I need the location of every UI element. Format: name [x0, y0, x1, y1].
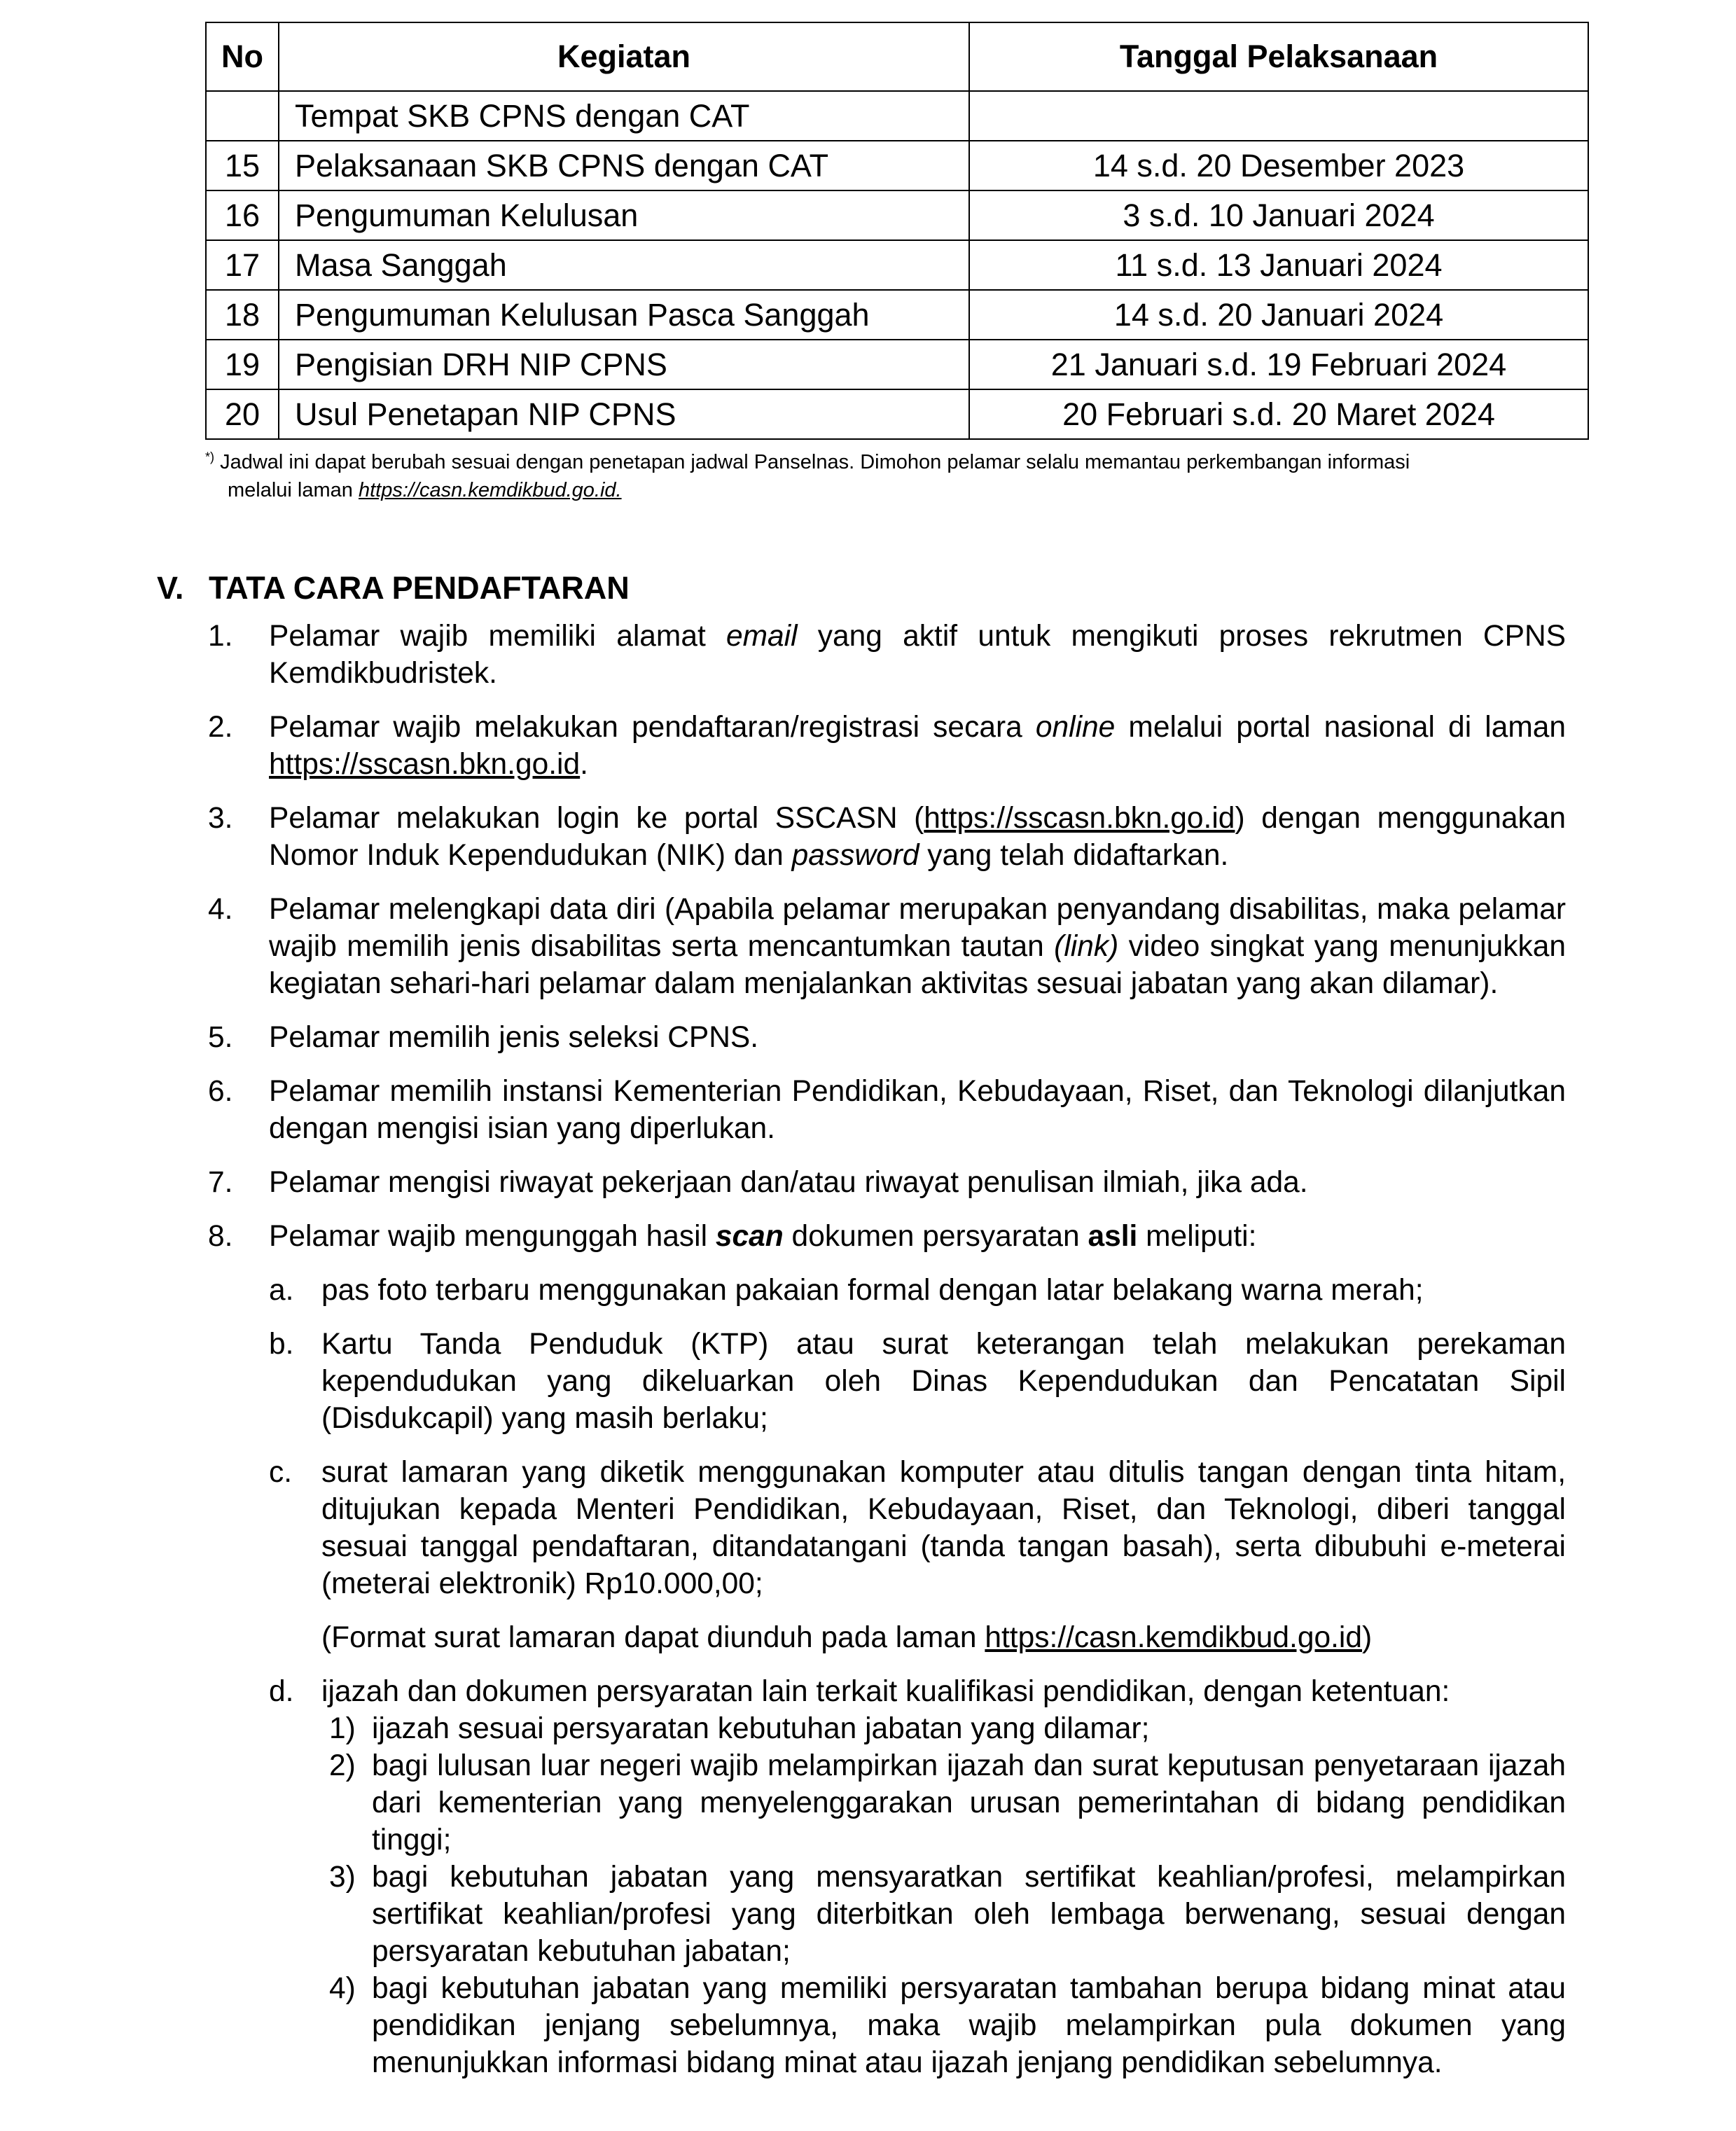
sub-item [0, 1326, 1736, 1437]
nested-item-text: bagi lulusan luar negeri wajib melampirkan ijazah dan surat keputusan penyetaraan ijazah dari kementerian yang menyelenggarakan urusan pemerintahan di bidang pendidikan tinggi; [372, 1749, 1566, 1856]
note-text: (Format surat lamaran dapat diunduh pada laman [321, 1621, 985, 1654]
item-text: Pelamar memilih jenis seleksi CPNS. [269, 1021, 759, 1054]
table-row [206, 190, 1588, 240]
row-no: 17 [206, 240, 279, 290]
sub-item-letter: b. [269, 1328, 294, 1361]
list-item [0, 1164, 1736, 1201]
table-row [206, 290, 1588, 340]
row-date: 14 s.d. 20 Desember 2023 [969, 141, 1588, 190]
row-no: 15 [206, 141, 279, 190]
item-text: Pelamar melengkapi data diri (Apabila pelamar merupakan penyandang disabilitas, maka pelamar wajib memilih jenis disabilitas serta mencantumkan tautan [269, 893, 1566, 963]
sub-item-text: pas foto terbaru menggunakan pakaian formal dengan latar belakang warna merah; [321, 1274, 1424, 1307]
row-activity: Usul Penetapan NIP CPNS [279, 389, 969, 439]
nested-item [0, 1710, 1736, 1747]
nested-item-text: bagi kebutuhan jabatan yang memiliki persyaratan tambahan berupa bidang minat atau pendidikan jenjang sebelumnya, maka wajib melampirkan pula dokumen yang menunjukkan informasi bidang minat atau ijazah jenjang pendidikan sebelumnya. [372, 1972, 1566, 2079]
item-number: 8. [208, 1220, 233, 1253]
item-text: video singkat yang menunjukkan kegiatan sehari-hari pelamar dalam menjalankan aktivitas sesuai jabatan yang akan dilamar). [269, 930, 1566, 1000]
row-no: 19 [206, 340, 279, 389]
item-emphasis: password [791, 839, 919, 872]
row-no: 16 [206, 190, 279, 240]
nested-item [0, 1859, 1736, 1970]
note-text: ) [1362, 1621, 1373, 1654]
item-text: Pelamar memilih instansi Kementerian Pendidikan, Kebudayaan, Riset, dan Teknologi dilanjutkan dengan mengisi isian yang diperlukan. [269, 1075, 1566, 1145]
item-emphasis: asli [1088, 1220, 1138, 1253]
nested-item-number: 3) [329, 1861, 356, 1894]
sscasn-link[interactable]: https://sscasn.bkn.go.id [269, 748, 581, 781]
list-item [0, 1019, 1736, 1056]
footnote-prefix: melalui laman [228, 479, 359, 501]
item-text: Pelamar mengisi riwayat pekerjaan dan/atau riwayat penulisan ilmiah, jika ada. [269, 1166, 1308, 1199]
item-text: dokumen persyaratan [783, 1220, 1088, 1253]
item-number: 7. [208, 1166, 233, 1199]
sub-item-note [0, 1619, 1736, 1656]
item-text: yang telah didaftarkan. [919, 839, 1229, 872]
nested-item [0, 1747, 1736, 1859]
item-number: 1. [208, 620, 233, 653]
item-text: meliputi: [1137, 1220, 1257, 1253]
registration-steps [0, 618, 1736, 2081]
sub-item [0, 1272, 1736, 1309]
row-activity: Pengumuman Kelulusan [279, 190, 969, 240]
schedule-footnote [205, 448, 1588, 504]
item-emphasis: scan [715, 1220, 784, 1253]
nested-item-number: 1) [329, 1712, 356, 1745]
row-date [969, 91, 1588, 141]
item-text: ) dengan menggunakan Nomor Induk Kependudukan (NIK) dan [269, 802, 1566, 872]
table-row [206, 91, 1588, 141]
sub-item-text: Kartu Tanda Penduduk (KTP) atau surat keterangan telah melakukan perekaman kependudukan yang dikeluarkan oleh Dinas Kependudukan dan Pencatatan Sipil (Disdukcapil) yang masih berlaku; [321, 1328, 1566, 1435]
nested-item-text: ijazah sesuai persyaratan kebutuhan jabatan yang dilamar; [372, 1712, 1150, 1745]
footnote-link[interactable]: https://casn.kemdikbud.go.id. [358, 479, 622, 501]
item-text: Pelamar wajib memiliki alamat [269, 620, 726, 653]
casn-link[interactable]: https://casn.kemdikbud.go.id [985, 1621, 1362, 1654]
sscasn-link[interactable]: https://sscasn.bkn.go.id [924, 802, 1235, 835]
item-emphasis: email [726, 620, 798, 653]
header-no: No [206, 22, 279, 91]
sub-item [0, 1673, 1736, 1710]
row-activity: Masa Sanggah [279, 240, 969, 290]
sub-item-letter: d. [269, 1675, 294, 1708]
nested-item-number: 2) [329, 1749, 356, 1782]
footnote-mark: *) [205, 450, 214, 464]
item-text: Pelamar wajib melakukan pendaftaran/registrasi secara [269, 711, 1036, 744]
list-item [0, 800, 1736, 874]
header-activity: Kegiatan [279, 22, 969, 91]
item-emphasis: (link) [1054, 930, 1119, 963]
list-item [0, 618, 1736, 692]
row-date: 3 s.d. 10 Januari 2024 [969, 190, 1588, 240]
row-no [206, 91, 279, 141]
item-number: 3. [208, 802, 233, 835]
table-row [206, 240, 1588, 290]
row-no: 20 [206, 389, 279, 439]
list-item [0, 1218, 1736, 1255]
nested-item-number: 4) [329, 1972, 356, 2005]
list-item [0, 891, 1736, 1002]
item-text: Pelamar melakukan login ke portal SSCASN ( [269, 802, 924, 835]
item-text: yang aktif untuk mengikuti proses rekrutmen CPNS Kemdikbudristek. [269, 620, 1566, 690]
item-number: 2. [208, 711, 233, 744]
row-date: 14 s.d. 20 Januari 2024 [969, 290, 1588, 340]
section-number: V. [157, 570, 184, 606]
row-activity: Pengumuman Kelulusan Pasca Sanggah [279, 290, 969, 340]
nested-item-text: bagi kebutuhan jabatan yang mensyaratkan sertifikat keahlian/profesi, melampirkan sertifikat keahlian/profesi yang diterbitkan oleh lembaga berwenang, sesuai dengan persyaratan kebutuhan jabatan; [372, 1861, 1566, 1968]
item-emphasis: online [1035, 711, 1116, 744]
table-header-row [206, 22, 1588, 91]
section-title: TATA CARA PENDAFTARAN [209, 570, 630, 606]
sub-item-text: ijazah dan dokumen persyaratan lain terkait kualifikasi pendidikan, dengan ketentuan: [321, 1675, 1450, 1708]
row-no: 18 [206, 290, 279, 340]
nested-item [0, 1970, 1736, 2081]
table-row [206, 141, 1588, 190]
row-date: 11 s.d. 13 Januari 2024 [969, 240, 1588, 290]
section-heading [157, 569, 630, 608]
sub-item [0, 1454, 1736, 1602]
sub-item-letter: c. [269, 1456, 293, 1489]
table-row [206, 340, 1588, 389]
item-number: 6. [208, 1075, 233, 1108]
sub-item-letter: a. [269, 1274, 294, 1307]
footnote-line2 [205, 476, 1588, 504]
row-activity: Tempat SKB CPNS dengan CAT [279, 91, 969, 141]
sub-item-text: surat lamaran yang diketik menggunakan komputer atau ditulis tangan dengan tinta hitam, ditujukan kepada Menteri Pendidikan, Kebudayaan, Riset, dan Teknologi, diberi tanggal sesuai tanggal pendaftaran, ditandatangani (tanda tangan basah), serta dibubuhi e-meterai (meterai elektronik) Rp10.000,00; [321, 1456, 1566, 1600]
row-date: 20 Februari s.d. 20 Maret 2024 [969, 389, 1588, 439]
item-text: Pelamar wajib mengunggah hasil [269, 1220, 716, 1253]
item-number: 4. [208, 893, 233, 926]
item-text: melalui portal nasional di laman [1115, 711, 1567, 744]
item-number: 5. [208, 1021, 233, 1054]
schedule-table [205, 22, 1589, 440]
row-activity: Pelaksanaan SKB CPNS dengan CAT [279, 141, 969, 190]
header-date: Tanggal Pelaksanaan [969, 22, 1588, 91]
row-date: 21 Januari s.d. 19 Februari 2024 [969, 340, 1588, 389]
item-text: . [580, 748, 588, 781]
footnote-line1: Jadwal ini dapat berubah sesuai dengan penetapan jadwal Panselnas. Dimohon pelamar selalu memantau perkembangan informasi [220, 451, 1410, 473]
table-row [206, 389, 1588, 439]
list-item [0, 709, 1736, 783]
row-activity: Pengisian DRH NIP CPNS [279, 340, 969, 389]
list-item [0, 1073, 1736, 1147]
